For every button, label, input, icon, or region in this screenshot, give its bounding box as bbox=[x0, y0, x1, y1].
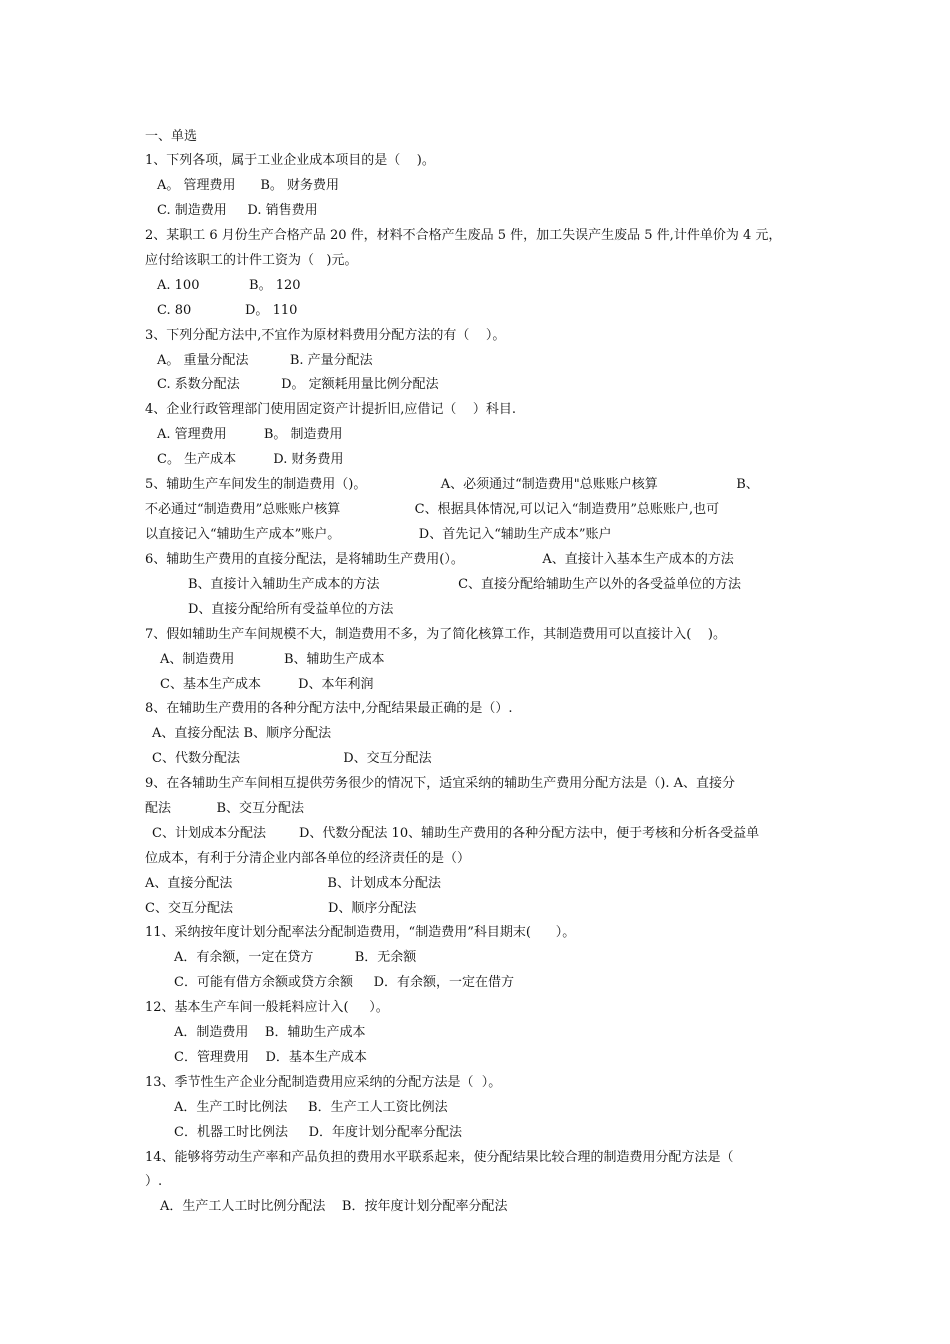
question-10-cont: 位成本，有利于分清企业内部各单位的经济责任的是（） bbox=[145, 851, 471, 866]
question-7-options-ab: A、制造费用 B、辅助生产成本 bbox=[160, 652, 385, 667]
question-10-options-ab: A、直接分配法 B、计划成本分配法 bbox=[145, 876, 441, 891]
question-6: 6、辅助生产费用的直接分配法，是将辅助生产费用(）。 A、直接计入基本生产成本的方法 bbox=[145, 552, 734, 567]
question-11: 11、采纳按年度计划分配率法分配制造费用，“制造费用”科目期末( ）。 bbox=[145, 925, 576, 940]
question-2-options-ab: A. 100 B。 120 bbox=[157, 278, 301, 293]
question-4-options-cd: C。 生产成本 D. 财务费用 bbox=[157, 452, 344, 467]
question-13: 13、季节性生产企业分配制造费用应采纳的分配方法是（ ）。 bbox=[145, 1075, 502, 1090]
question-8-options-cd: C、代数分配法 D、交互分配法 bbox=[152, 751, 432, 766]
question-5: 5、辅助生产车间发生的制造费用（)。 A、必须通过“制造费用"总账账户核算 B、 bbox=[145, 477, 759, 492]
question-12-options-ab: A．制造费用 B．辅助生产成本 bbox=[174, 1025, 366, 1040]
question-14: 14、能够将劳动生产率和产品负担的费用水平联系起来，使分配结果比较合理的制造费用分配方法是（ bbox=[145, 1150, 734, 1165]
question-9-cont: 配法 B、交互分配法 bbox=[145, 801, 305, 816]
question-9-10: C、计划成本分配法 D、代数分配法 10、辅助生产费用的各种分配方法中，便于考核和分析各受益单 bbox=[152, 826, 760, 841]
question-12: 12、基本生产车间一般耗料应计入( ）。 bbox=[145, 1000, 389, 1015]
question-1-options-cd: C. 制造费用 D. 销售费用 bbox=[157, 203, 318, 218]
question-13-options-cd: C．机器工时比例法 D．年度计划分配率分配法 bbox=[174, 1125, 463, 1140]
question-5-cont-1: 不必通过“制造费用”总账账户核算 C、根据具体情况,可以记入“制造费用”总账账户,也可 bbox=[145, 502, 720, 517]
question-3-options-cd: C. 系数分配法 D。 定额耗用量比例分配法 bbox=[157, 377, 439, 392]
question-4: 4、企业行政管理部门使用固定资产计提折旧,应借记（ ）科目. bbox=[145, 402, 517, 417]
question-1-options-ab: A。 管理费用 B。 财务费用 bbox=[157, 178, 340, 193]
question-1: 1、下列各项，属于工业企业成本项目的是（ )。 bbox=[145, 153, 435, 168]
question-2: 2、某职工 6 月份生产合格产品 20 件，材料不合格产生废品 5 件，加工失误产生废品 5 件,计件单价为 4 元， bbox=[145, 228, 782, 243]
question-4-options-ab: A. 管理费用 B。 制造费用 bbox=[157, 427, 343, 442]
question-8: 8、在辅助生产费用的各种分配方法中,分配结果最正确的是（）. bbox=[145, 701, 513, 716]
question-3-options-ab: A。 重量分配法 B. 产量分配法 bbox=[157, 353, 373, 368]
question-7: 7、假如辅助生产车间规模不大，制造费用不多，为了简化核算工作，其制造费用可以直接计入( )。 bbox=[145, 627, 726, 642]
question-3: 3、下列分配方法中,不宜作为原材料费用分配方法的有（ ）。 bbox=[145, 328, 506, 343]
question-10-options-cd: C、交互分配法 D、顺序分配法 bbox=[145, 901, 417, 916]
question-8-options-ab: A、直接分配法 B、顺序分配法 bbox=[152, 726, 332, 741]
question-7-options-cd: C、基本生产成本 D、本年利润 bbox=[160, 677, 374, 692]
section-heading: 一、单选 bbox=[145, 129, 198, 144]
question-6-options-bc: B、直接计入辅助生产成本的方法 C、直接分配给辅助生产以外的各受益单位的方法 bbox=[188, 577, 742, 592]
question-11-options-cd: C．可能有借方余额或贷方余额 D．有余额，一定在借方 bbox=[174, 975, 515, 990]
question-6-option-d: D、直接分配给所有受益单位的方法 bbox=[188, 602, 394, 617]
question-2-cont: 应付给该职工的计件工资为（ )元。 bbox=[145, 253, 358, 268]
question-12-options-cd: C．管理费用 D．基本生产成本 bbox=[174, 1050, 367, 1065]
question-14-options-ab: A．生产工人工时比例分配法 B．按年度计划分配率分配法 bbox=[160, 1199, 508, 1214]
question-13-options-ab: A．生产工时比例法 B．生产工人工资比例法 bbox=[174, 1100, 448, 1115]
question-5-cont-2: 以直接记入“辅助生产成本”账户。 D、首先记入“辅助生产成本”账户 bbox=[145, 527, 612, 542]
question-14-cont: ）. bbox=[145, 1174, 163, 1189]
question-11-options-ab: A．有余额，一定在贷方 B．无余额 bbox=[174, 950, 417, 965]
question-2-options-cd: C. 80 D。 110 bbox=[157, 303, 298, 318]
question-9: 9、在各辅助生产车间相互提供劳务很少的情况下，适宜采纳的辅助生产费用分配方法是（). A、直接分 bbox=[145, 776, 735, 791]
